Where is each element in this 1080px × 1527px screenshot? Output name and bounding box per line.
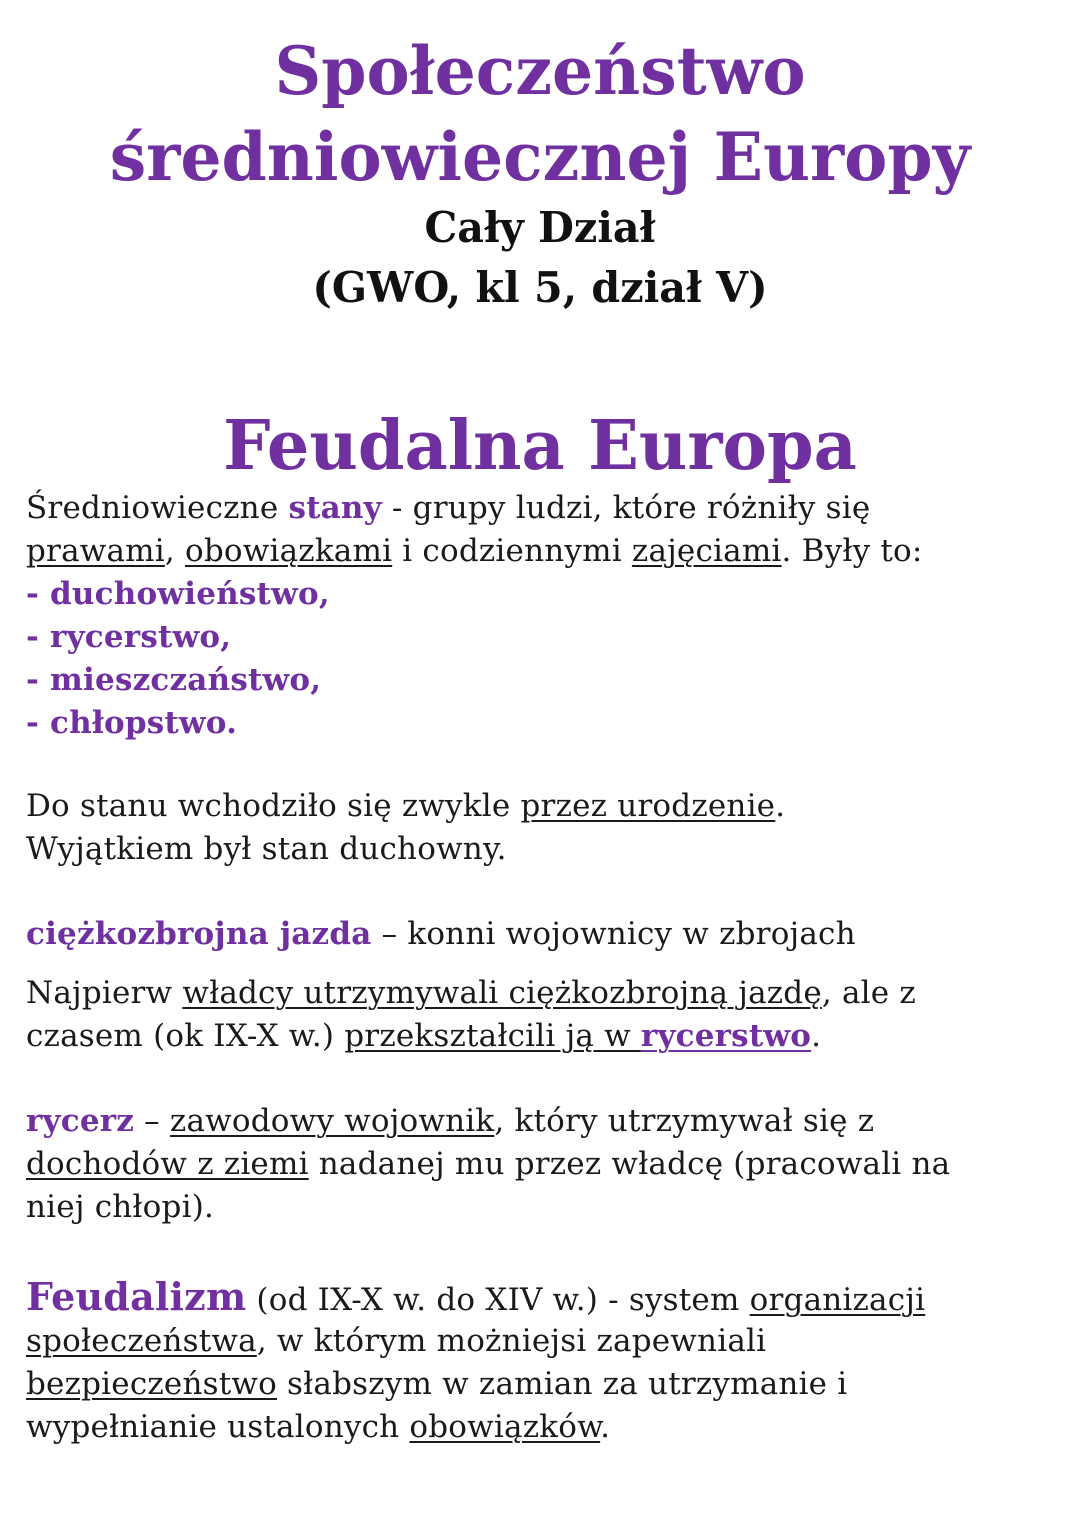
text: nadanej mu przez władcę (pracowali na — [308, 1146, 951, 1182]
text: (od IX-X w. do XIV w.) - system — [246, 1282, 750, 1318]
rycerz-line1 — [26, 1100, 874, 1143]
list-item: - duchowieństwo, — [26, 576, 330, 612]
stany-line2 — [26, 530, 923, 573]
term-ciezkozbrojna-jazda: ciężkozbrojna jazda — [26, 916, 372, 952]
text: czasem (ok IX-X w.) — [26, 1018, 345, 1054]
text: Średniowieczne — [26, 490, 289, 526]
term-stany: stany — [288, 490, 382, 526]
underlined-przeksztalcili: przekształcili ją w — [344, 1018, 641, 1054]
term-rycerstwo: rycerstwo — [640, 1018, 812, 1054]
underlined-organizacji: organizacji — [749, 1282, 926, 1318]
text: wypełnianie ustalonych — [26, 1409, 410, 1445]
underlined-przez-urodzenie: przez urodzenie — [520, 788, 776, 824]
text: słabszym w zamian za utrzymanie i — [277, 1366, 848, 1402]
subtitle-line2: (GWO, kl 5, dział V) — [312, 263, 768, 312]
birth-line1 — [26, 785, 785, 828]
birth-line2: Wyjątkiem był stan duchowny. — [26, 831, 507, 867]
jazda-line2 — [26, 1015, 821, 1058]
list-item: - rycerstwo, — [26, 619, 232, 655]
text: - grupy ludzi, które różniły się — [381, 490, 871, 526]
text: , który utrzymywał się z — [494, 1103, 875, 1139]
term-feudalizm: Feudalizm — [26, 1274, 247, 1319]
underlined-bezpieczenstwo: bezpieczeństwo — [26, 1366, 277, 1402]
text: i codziennymi — [392, 533, 632, 569]
rycerz-line2 — [26, 1143, 950, 1186]
rycerz-line3: niej chłopi). — [26, 1189, 215, 1225]
text: – konni wojownicy w zbrojach — [371, 916, 856, 952]
feudalizm-line2 — [26, 1320, 766, 1363]
text: , ale z — [821, 975, 916, 1011]
underlined-obowiazkami: obowiązkami — [184, 533, 393, 569]
underlined-wladcy: władcy utrzymywali ciężkozbrojną jazdę — [182, 975, 822, 1011]
underlined-prawami: prawami — [26, 533, 165, 569]
text: , w którym możniejsi zapewniali — [256, 1323, 767, 1359]
text: , — [164, 533, 185, 569]
text: . Były to: — [781, 533, 923, 569]
text: . — [600, 1409, 611, 1445]
section-title: Feudalna Europa — [223, 406, 857, 486]
list-item: - mieszczaństwo, — [26, 662, 322, 698]
list-item: - chłopstwo. — [26, 705, 238, 741]
underlined-dochodow: dochodów z ziemi — [26, 1146, 309, 1182]
underlined-obowiazkow: obowiązków — [409, 1409, 601, 1445]
text: Do stanu wchodziło się zwykle — [26, 788, 521, 824]
underlined-spoleczenstwa: społeczeństwa — [26, 1323, 257, 1359]
text: Najpierw — [26, 975, 183, 1011]
feudalizm-line4 — [26, 1406, 610, 1449]
term-rycerz: rycerz — [26, 1103, 135, 1139]
text: – — [134, 1103, 170, 1139]
underlined-zawodowy-wojownik: zawodowy wojownik — [169, 1103, 495, 1139]
jazda-line1 — [26, 972, 916, 1015]
subtitle-line1: Cały Dział — [424, 203, 656, 252]
text: . — [775, 788, 786, 824]
feudalizm-line3 — [26, 1363, 847, 1406]
text: . — [811, 1018, 822, 1054]
underlined-zajeciami: zajęciami — [631, 533, 782, 569]
main-title-line1: Społeczeństwo — [274, 32, 806, 110]
feudalizm-line1 — [26, 1275, 925, 1322]
jazda-definition — [26, 913, 856, 956]
main-title-line2: średniowiecznej Europy — [109, 118, 971, 196]
stany-line1 — [26, 487, 870, 530]
